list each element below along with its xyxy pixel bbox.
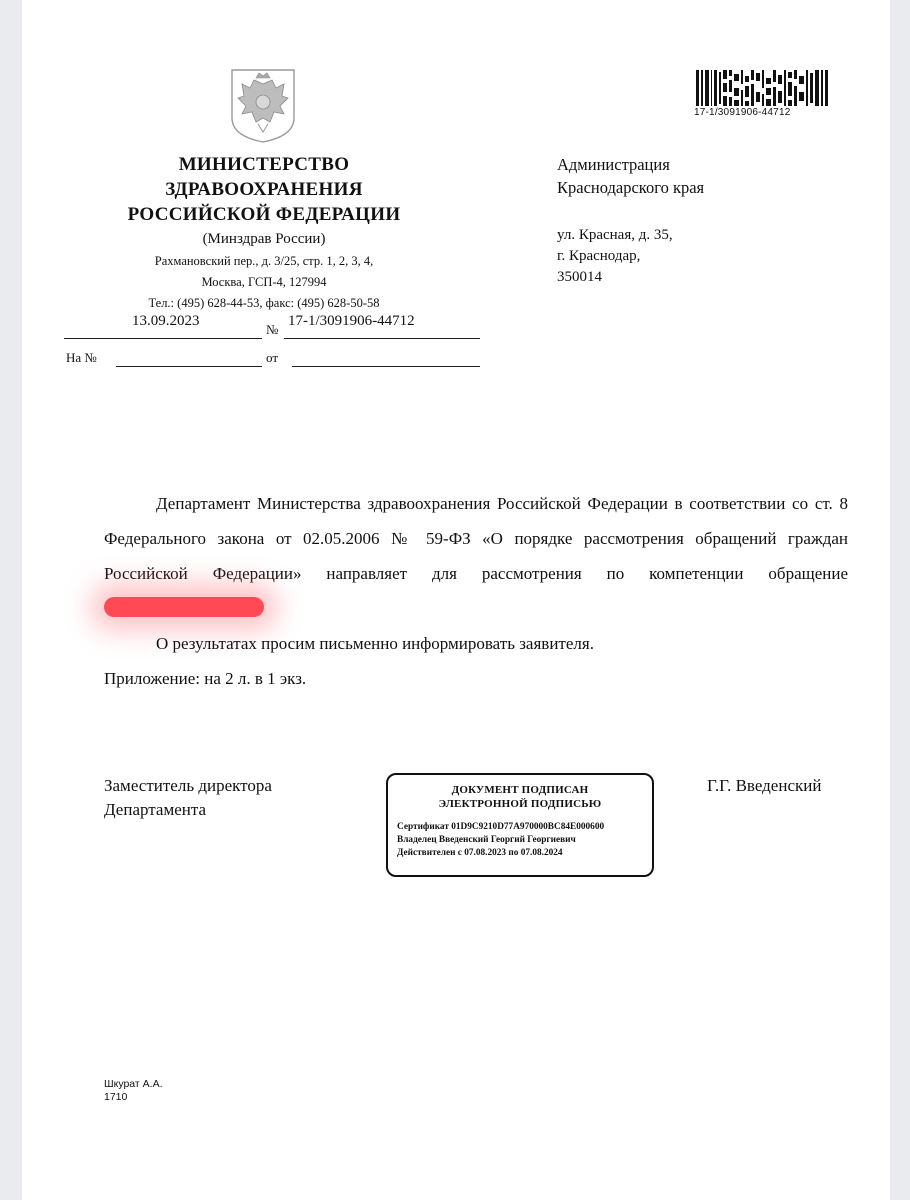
ministry-header — [82, 152, 446, 312]
stamp-heading-line: ДОКУМЕНТ ПОДПИСАН — [451, 784, 589, 796]
ministry-address-line: Тел.: (495) 628-44-53, факс: (495) 628-50-58 — [148, 296, 380, 310]
attachment-note: Приложение: на 2 л. в 1 экз. — [104, 669, 307, 688]
letter-body — [104, 486, 848, 696]
reference-date-line — [292, 366, 480, 367]
barcode-number: 17-1/3091906-44712 — [694, 107, 791, 118]
reference-from-label: от — [266, 350, 279, 365]
state-emblem-icon — [228, 66, 298, 144]
number-label: № — [266, 322, 279, 337]
stamp-validity: Действителен с 07.08.2023 по 07.08.2024 — [397, 848, 563, 858]
redaction-mark — [104, 597, 264, 617]
executor-name: Шкурат А.А. — [104, 1078, 163, 1090]
signatory-title-line: Департамента — [104, 800, 207, 819]
stamp-details — [397, 821, 652, 860]
registration-number: 17-1/3091906-44712 — [288, 313, 415, 329]
reference-label: На № — [66, 350, 97, 365]
body-paragraph — [104, 486, 848, 626]
stamp-heading-line: ЭЛЕКТРОННОЙ ПОДПИСЬЮ — [438, 798, 602, 810]
addressee-address — [557, 225, 877, 288]
executor-info — [104, 1078, 162, 1104]
stamp-certificate: Сертификат 01D9C9210D77A970000BC84E000600 — [397, 822, 605, 832]
body-paragraph-text: Департамент Министерства здравоохранения Российской Федерации в соответствии со ст. 8 Федерального закона от 02.05.2006 № 59-ФЗ «О порядке рассмотрения обращений граждан Российской Федерации» направляет для рассмотрения по компетенции обращение — [104, 494, 848, 583]
reference-number-line — [116, 366, 262, 367]
ministry-name-line: РОССИЙСКОЙ ФЕДЕРАЦИИ — [127, 204, 401, 225]
stamp-owner: Владелец Введенский Георгий Георгиевич — [397, 835, 576, 845]
barcode-image — [696, 70, 828, 106]
executor-phone: 1710 — [104, 1091, 128, 1103]
addressee-address-line: г. Краснодар, — [557, 248, 641, 264]
addressee-line: Администрация — [557, 155, 670, 174]
registration-date: 13.09.2023 — [132, 313, 200, 329]
date-underline — [64, 338, 262, 339]
addressee-address-line: 350014 — [557, 269, 602, 285]
signatory-title-line: Заместитель директора — [104, 776, 272, 795]
body-paragraph: О результатах просим письменно информировать заявителя. — [156, 634, 594, 653]
ministry-address-line: Москва, ГСП-4, 127994 — [201, 275, 327, 289]
addressee — [557, 153, 877, 199]
electronic-signature-stamp — [386, 773, 654, 877]
document-page — [22, 0, 890, 1200]
ministry-short-name: (Минздрав России) — [202, 231, 326, 247]
addressee-address-line: ул. Красная, д. 35, — [557, 227, 673, 243]
signatory-name: Г.Г. Введенский — [707, 776, 822, 795]
addressee-line: Краснодарского края — [557, 178, 705, 197]
number-underline — [284, 338, 480, 339]
signatory-title — [104, 774, 272, 822]
ministry-name-line: ЗДРАВООХРАНЕНИЯ — [165, 179, 363, 200]
ministry-address-line: Рахмановский пер., д. 3/25, стр. 1, 2, 3, 4, — [154, 254, 374, 268]
ministry-name-line: МИНИСТЕРСТВО — [178, 154, 350, 175]
stamp-heading — [388, 783, 652, 811]
